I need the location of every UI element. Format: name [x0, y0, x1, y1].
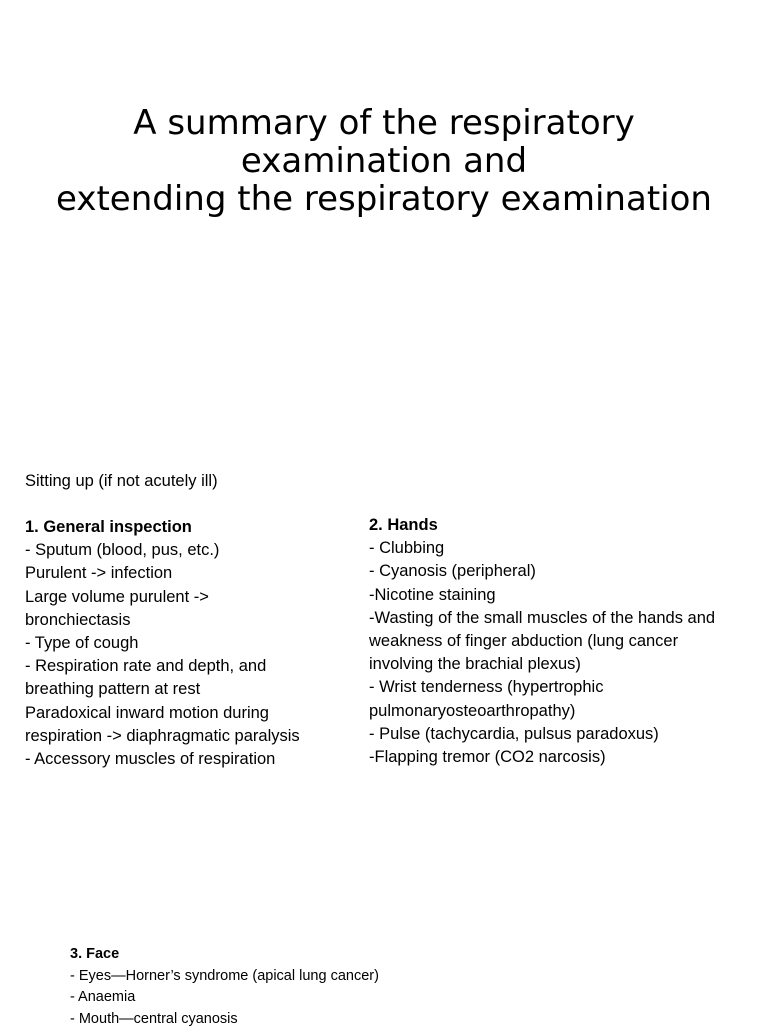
hands-line: weakness of finger abduction (lung cancer — [369, 630, 715, 653]
hands-line: - Pulse (tachycardia, pulsus paradoxus) — [369, 723, 715, 746]
title-line-1: A summary of the respiratory — [0, 104, 768, 142]
general-inspection-line: Paradoxical inward motion during — [25, 702, 300, 725]
hands-line: involving the brachial plexus) — [369, 653, 715, 676]
general-inspection-line: - Sputum (blood, pus, etc.) — [25, 539, 300, 562]
general-inspection-line: Large volume purulent -> — [25, 586, 300, 609]
general-inspection-line: respiration -> diaphragmatic paralysis — [25, 725, 300, 748]
general-inspection-heading: 1. General inspection — [25, 516, 300, 539]
hands-line: - Clubbing — [369, 537, 715, 560]
hands-heading: 2. Hands — [369, 514, 715, 537]
general-inspection-line: breathing pattern at rest — [25, 678, 300, 701]
hands-line: - Cyanosis (peripheral) — [369, 560, 715, 583]
hands-line: - Wrist tenderness (hypertrophic — [369, 676, 715, 699]
title-line-3: extending the respiratory examination — [0, 180, 768, 218]
general-inspection-line: - Accessory muscles of respiration — [25, 748, 300, 771]
hands-line: -Wasting of the small muscles of the hands and — [369, 607, 715, 630]
general-inspection-line: Purulent -> infection — [25, 562, 300, 585]
hands-section — [369, 514, 715, 769]
title-line-2: examination and — [0, 142, 768, 180]
face-section — [70, 944, 379, 1030]
hands-line: pulmonaryosteoarthropathy) — [369, 700, 715, 723]
general-inspection-line: - Type of cough — [25, 632, 300, 655]
general-inspection-section — [25, 516, 300, 771]
general-inspection-line: - Respiration rate and depth, and — [25, 655, 300, 678]
face-line: - Anaemia — [70, 987, 379, 1009]
intro-line: Sitting up (if not acutely ill) — [25, 470, 218, 493]
face-heading: 3. Face — [70, 944, 379, 966]
hands-line: -Flapping tremor (CO2 narcosis) — [369, 746, 715, 769]
face-line: - Eyes—Horner’s syndrome (apical lung cancer) — [70, 966, 379, 988]
intro-text — [25, 470, 218, 493]
general-inspection-line: bronchiectasis — [25, 609, 300, 632]
face-line: - Mouth—central cyanosis — [70, 1009, 379, 1030]
hands-line: -Nicotine staining — [369, 584, 715, 607]
page-title — [0, 104, 768, 218]
